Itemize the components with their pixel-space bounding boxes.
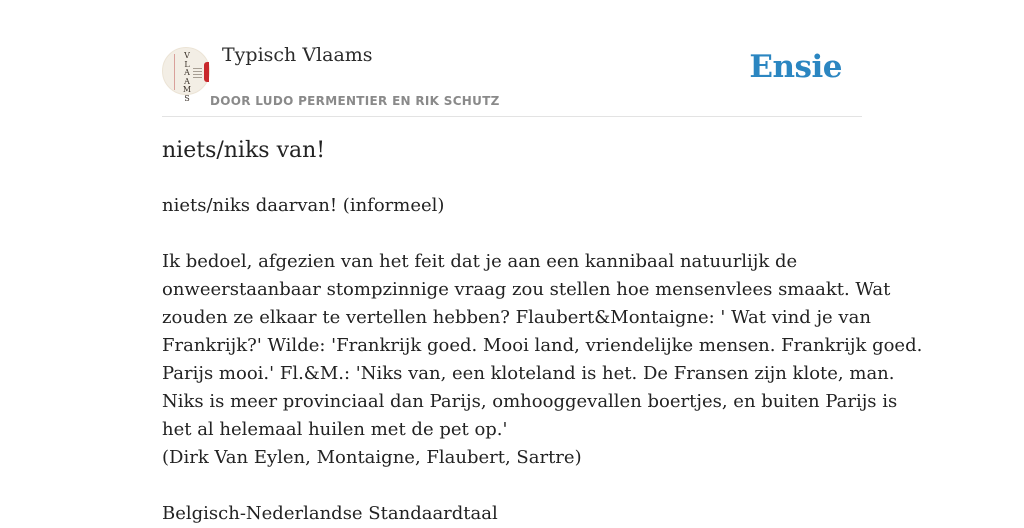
paragraph-gap <box>162 220 862 248</box>
entry-page <box>162 0 923 524</box>
entry-term: niets/niks van! <box>162 138 326 163</box>
ensie-brand-logo[interactable]: Ensie <box>749 49 842 85</box>
quote-line: Frankrijk?' Wilde: 'Frankrijk goed. Mooi land, vriendelijke mensen. Frankrijk goed. <box>162 335 923 356</box>
standard-equivalent: Belgisch-Nederlandse Standaardtaal <box>162 503 498 524</box>
logo-rule <box>174 54 175 90</box>
quote-line: Niks is meer provinciaal dan Parijs, omhooggevallen boertjes, en buiten Parijs is <box>162 391 898 412</box>
logo-text-lines <box>193 68 202 80</box>
page-header <box>162 0 862 117</box>
book-cover-logo[interactable] <box>162 47 210 103</box>
authors-byline: DOOR LUDO PERMENTIER EN RIK SCHUTZ <box>210 94 500 108</box>
entry-variant: niets/niks daarvan! (informeel) <box>162 195 445 216</box>
quote-line: Ik bedoel, afgezien van het feit dat je aan een kannibaal natuurlijk de <box>162 251 798 272</box>
quote-line: Parijs mooi.' Fl.&M.: 'Niks van, een kloteland is het. De Fransen zijn klote, man. <box>162 363 895 384</box>
entry-body <box>162 192 923 528</box>
logo-red-accent <box>204 62 209 82</box>
quote-source: (Dirk Van Eylen, Montaigne, Flaubert, Sartre) <box>162 447 582 468</box>
quote-line: het al helemaal huilen met de pet op.' <box>162 419 508 440</box>
source-title-link[interactable]: Typisch Vlaams <box>222 44 373 66</box>
paragraph-gap <box>162 472 862 500</box>
quote-line: zouden ze elkaar te vertellen hebben? Flaubert&Montaigne: ' Wat vind je van <box>162 307 871 328</box>
logo-lettering: V L A A M S <box>182 51 192 103</box>
quote-line: onweerstaanbaar stompzinnige vraag zou stellen hoe mensenvlees smaakt. Wat <box>162 279 891 300</box>
